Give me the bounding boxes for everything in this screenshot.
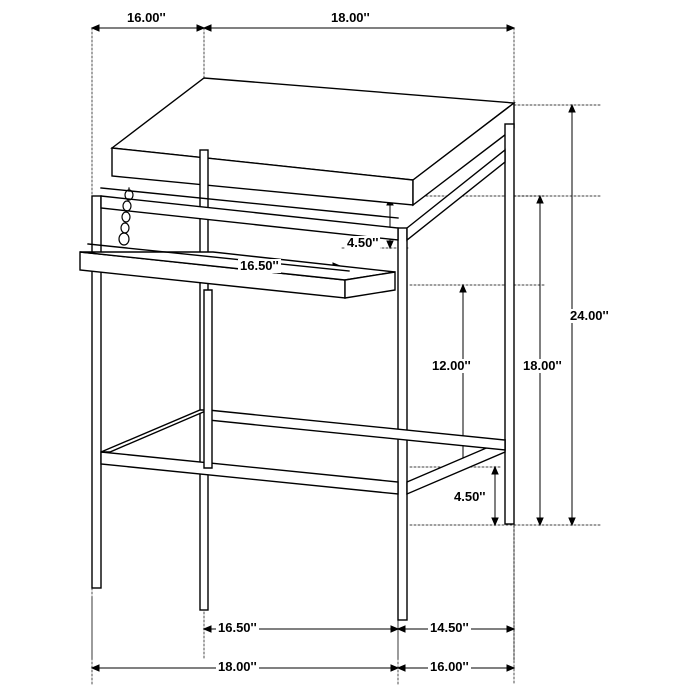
dimension-label-overall-height: 24.00'' [570, 308, 609, 323]
dimension-label-leg-clearance: 12.00'' [432, 358, 471, 373]
dimension-label-apron-to-floor: 18.00'' [523, 358, 562, 373]
dimension-label-stretcher-to-floor: 4.50'' [454, 489, 486, 504]
dimension-label-overall-front-width: 18.00'' [218, 659, 257, 674]
dimension-label-bottom-front-width: 16.50'' [218, 620, 257, 635]
dimension-label-drawer-height: 4.50'' [347, 235, 379, 250]
dimension-label-bottom-side-depth: 14.50'' [430, 620, 469, 635]
dimension-label-drawer-width: 16.50'' [240, 258, 279, 273]
dimension-label-top-right-depth: 18.00'' [331, 10, 370, 25]
dimension-label-overall-side-depth: 16.00'' [430, 659, 469, 674]
dimension-label-top-left-width: 16.00'' [127, 10, 166, 25]
